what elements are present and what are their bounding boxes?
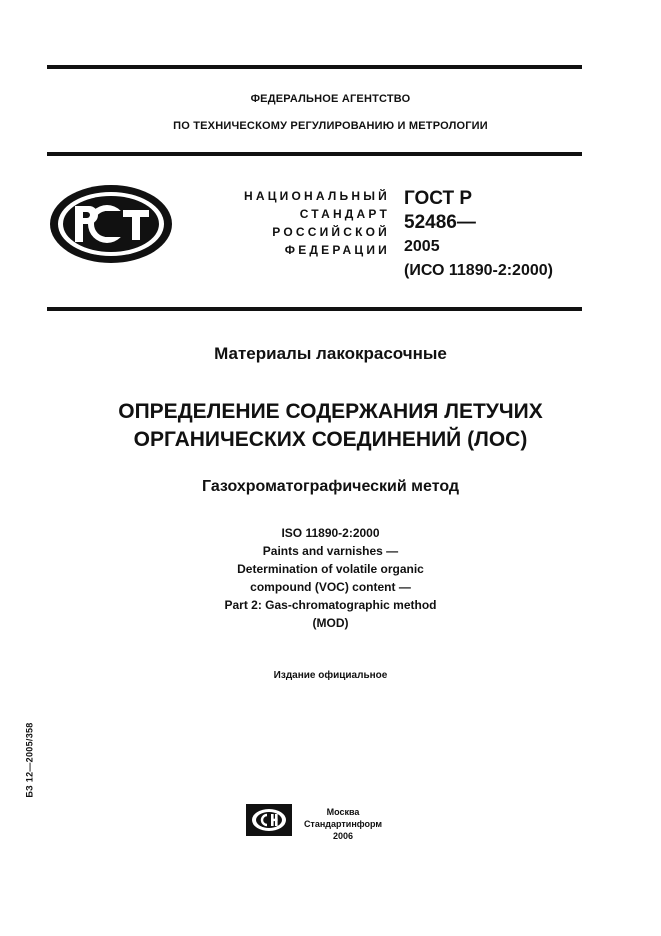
gost-iso-reference: (ИСО 11890-2:2000) [404,262,553,279]
national-line-4: ФЕДЕРАЦИИ [284,243,390,257]
iso-line-6: (MOD) [312,616,349,630]
iso-line-4: compound (VOC) content — [250,580,411,594]
iso-line-3: Determination of volatile organic [237,562,424,576]
document-title-line-1: ОПРЕДЕЛЕНИЕ СОДЕРЖАНИЯ ЛЕТУЧИХ [118,400,543,423]
gost-r-logo-icon [47,182,175,266]
publisher-city: Москва [326,807,360,817]
national-line-1: НАЦИОНАЛЬНЫЙ [243,189,390,203]
national-line-2: СТАНДАРТ [299,207,390,221]
gost-designation [404,187,553,283]
iso-line-1: ISO 11890-2:2000 [281,526,380,540]
publisher-year: 2006 [332,831,354,841]
iso-line-5: Part 2: Gas-chromatographic method [224,598,437,612]
document-title [0,398,661,454]
publisher-imprint [296,806,390,842]
agency-line-2: ПО ТЕХНИЧЕСКОМУ РЕГУЛИРОВАНИЮ И МЕТРОЛОГИИ [173,120,488,132]
gost-line-1: ГОСТ Р [404,188,473,209]
national-line-3: РОССИЙСКОЙ [272,225,390,239]
national-standard-label [180,187,390,259]
document-method: Газохроматографический метод [201,478,460,495]
document-subtitle: Материалы лакокрасочные [214,344,447,363]
iso-line-2: Paints and varnishes — [262,544,399,558]
gost-year: 2005 [404,238,440,255]
standartinform-logo-icon [246,804,292,836]
gost-line-2: 52486— [404,212,476,233]
iso-reference-block [0,524,661,632]
header-divider [47,152,582,156]
side-code: БЗ 12—2005/358 [24,722,35,798]
top-rule [47,65,582,69]
publisher-name: Стандартинформ [303,819,383,829]
document-title-line-2: ОРГАНИЧЕСКИХ СОЕДИНЕНИЙ (ЛОС) [133,428,528,451]
edition-label: Издание официальное [273,670,388,681]
agency-line-1: ФЕДЕРАЛЬНОЕ АГЕНТСТВО [250,93,411,105]
title-divider [47,307,582,311]
